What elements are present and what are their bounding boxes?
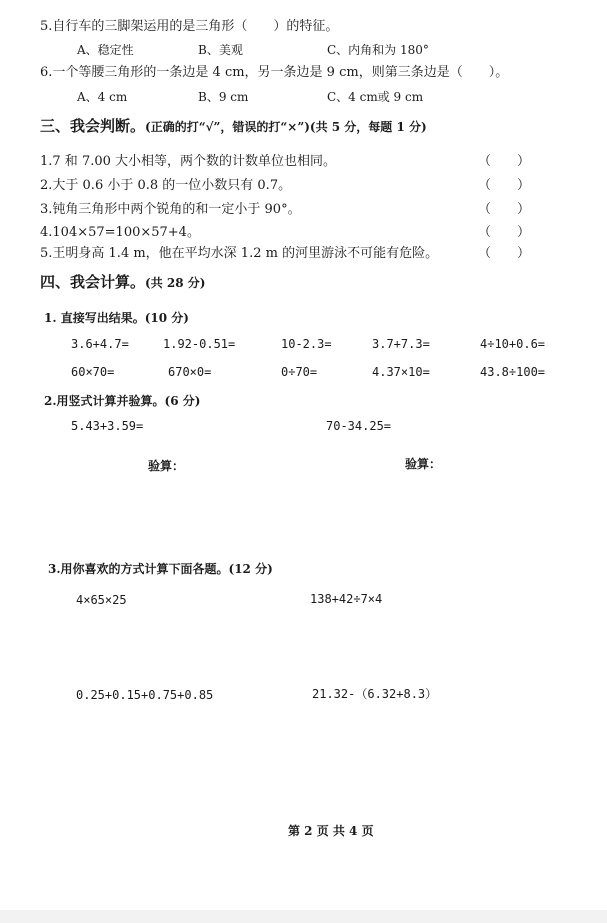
oral-calc-item: 3.6+4.7=: [71, 337, 129, 351]
oral-calc-item: 4.37×10=: [372, 365, 430, 379]
judge-item-1: 1.7 和 7.00 大小相等，两个数的计数单位也相同。: [40, 154, 337, 169]
q5-option-b: B、美观: [198, 43, 243, 57]
section-4-title: 四、我会计算。: [40, 273, 146, 291]
part-1-title: 1. 直接写出结果。(10 分): [44, 311, 189, 325]
oral-calc-item: 43.8÷100=: [480, 365, 546, 379]
answer-paren[interactable]: （ ）: [478, 202, 531, 217]
answer-paren[interactable]: （ ）: [478, 225, 531, 240]
free-calc-problem-4: 21.32-（6.32+8.3）: [312, 687, 438, 701]
vertical-calc-problem-1: 5.43+3.59=: [71, 419, 144, 433]
judge-item-4: 4.104×57=100×57+4。: [40, 225, 200, 240]
answer-paren[interactable]: （ ）: [478, 178, 531, 193]
oral-calc-item: 10-2.3=: [281, 337, 332, 351]
judge-item-2: 2.大于 0.6 小于 0.8 的一位小数只有 0.7。: [40, 178, 292, 193]
q6-option-b: B、9 cm: [198, 90, 249, 104]
oral-calc-item: 0÷70=: [281, 365, 318, 379]
free-calc-problem-1: 4×65×25: [76, 593, 127, 607]
answer-paren[interactable]: （ ）: [478, 154, 531, 169]
check-label-1: 验算：: [148, 459, 185, 473]
section-3-title: 三、我会判断。: [40, 117, 146, 135]
free-calc-problem-2: 138+42÷7×4: [310, 592, 383, 606]
page-footer: 第 2 页 共 4 页: [288, 824, 374, 838]
answer-paren[interactable]: （ ）: [478, 246, 531, 261]
question-5: 5.自行车的三脚架运用的是三角形（ ）的特征。: [40, 19, 339, 34]
oral-calc-item: 3.7+7.3=: [372, 337, 430, 351]
section-3-note: (正确的打“√”，错误的打“×”)(共 5 分，每题 1 分): [145, 120, 427, 134]
oral-calc-item: 4÷10+0.6=: [480, 337, 546, 351]
section-4-heading: [40, 271, 205, 292]
q5-option-c: C、内角和为 180°: [327, 43, 429, 57]
section-4-note: (共 28 分): [145, 276, 206, 290]
judge-item-3: 3.钝角三角形中两个锐角的和一定小于 90°。: [40, 202, 301, 217]
part-3-title: 3.用你喜欢的方式计算下面各题。(12 分): [48, 562, 273, 576]
part-2-title: 2.用竖式计算并验算。(6 分): [44, 394, 201, 408]
q5-option-a: A、稳定性: [77, 43, 134, 57]
section-3-heading: [40, 115, 427, 136]
oral-calc-item: 670×0=: [168, 365, 212, 379]
judge-item-5: 5.王明身高 1.4 m，他在平均水深 1.2 m 的河里游泳不可能有危险。: [40, 246, 439, 261]
question-6: 6.一个等腰三角形的一条边是 4 cm，另一条边是 9 cm，则第三条边是（ ）。: [40, 65, 509, 80]
vertical-calc-problem-2: 70-34.25=: [326, 419, 392, 433]
free-calc-problem-3: 0.25+0.15+0.75+0.85: [76, 688, 214, 702]
check-label-2: 验算：: [405, 457, 442, 471]
oral-calc-item: 1.92-0.51=: [163, 337, 236, 351]
q6-option-a: A、4 cm: [77, 90, 128, 104]
q6-option-c: C、4 cm或 9 cm: [327, 90, 424, 104]
oral-calc-item: 60×70=: [71, 365, 115, 379]
